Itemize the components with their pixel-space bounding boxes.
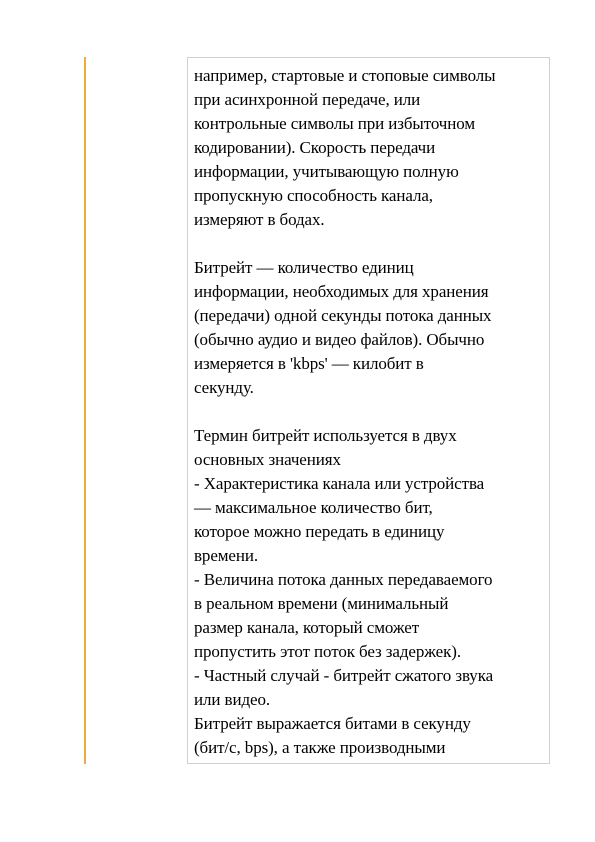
- text-line: например, стартовые и стоповые символы: [194, 66, 496, 85]
- text-line: - Характеристика канала или устройства: [194, 474, 485, 493]
- text-line: (бит/с, bps), а также производными: [194, 738, 446, 757]
- text-box: [187, 57, 550, 764]
- paragraph-gap: [194, 232, 549, 256]
- text-line: (обычно аудио и видео файлов). Обычно: [194, 330, 485, 349]
- text-line: (передачи) одной секунды потока данных: [194, 306, 492, 325]
- paragraph-bitrate-definition: [194, 256, 549, 400]
- text-line: контрольные символы при избыточном: [194, 114, 475, 133]
- text-line: секунду.: [194, 378, 254, 397]
- text-line: Битрейт выражается битами в секунду: [194, 714, 471, 733]
- text-line: кодировании). Скорость передачи: [194, 138, 436, 157]
- text-line: которое можно передать в единицу: [194, 522, 445, 541]
- text-line: Термин битрейт используется в двух: [194, 426, 457, 445]
- text-line: информации, учитывающую полную: [194, 162, 459, 181]
- text-line: в реальном времени (минимальный: [194, 594, 449, 613]
- paragraph-bitrate-meanings: [194, 424, 549, 760]
- paragraph-gap: [194, 400, 549, 424]
- text-line: при асинхронной передаче, или: [194, 90, 421, 109]
- left-margin-rule: [84, 57, 86, 764]
- text-line: времени.: [194, 546, 259, 565]
- text-line: пропустить этот поток без задержек).: [194, 642, 461, 661]
- text-line: измеряется в 'kbps' — килобит в: [194, 354, 424, 373]
- text-line: — максимальное количество бит,: [194, 498, 433, 517]
- text-line: пропускную способность канала,: [194, 186, 433, 205]
- text-line: размер канала, который сможет: [194, 618, 420, 637]
- text-line: измеряют в бодах.: [194, 210, 325, 229]
- text-line: - Частный случай - битрейт сжатого звука: [194, 666, 494, 685]
- text-line: Битрейт — количество единиц: [194, 258, 414, 277]
- text-line: основных значениях: [194, 450, 341, 469]
- text-line: информации, необходимых для хранения: [194, 282, 489, 301]
- text-line: - Величина потока данных передаваемого: [194, 570, 493, 589]
- paragraph-baud-rate: [194, 64, 549, 232]
- text-line: или видео.: [194, 690, 270, 709]
